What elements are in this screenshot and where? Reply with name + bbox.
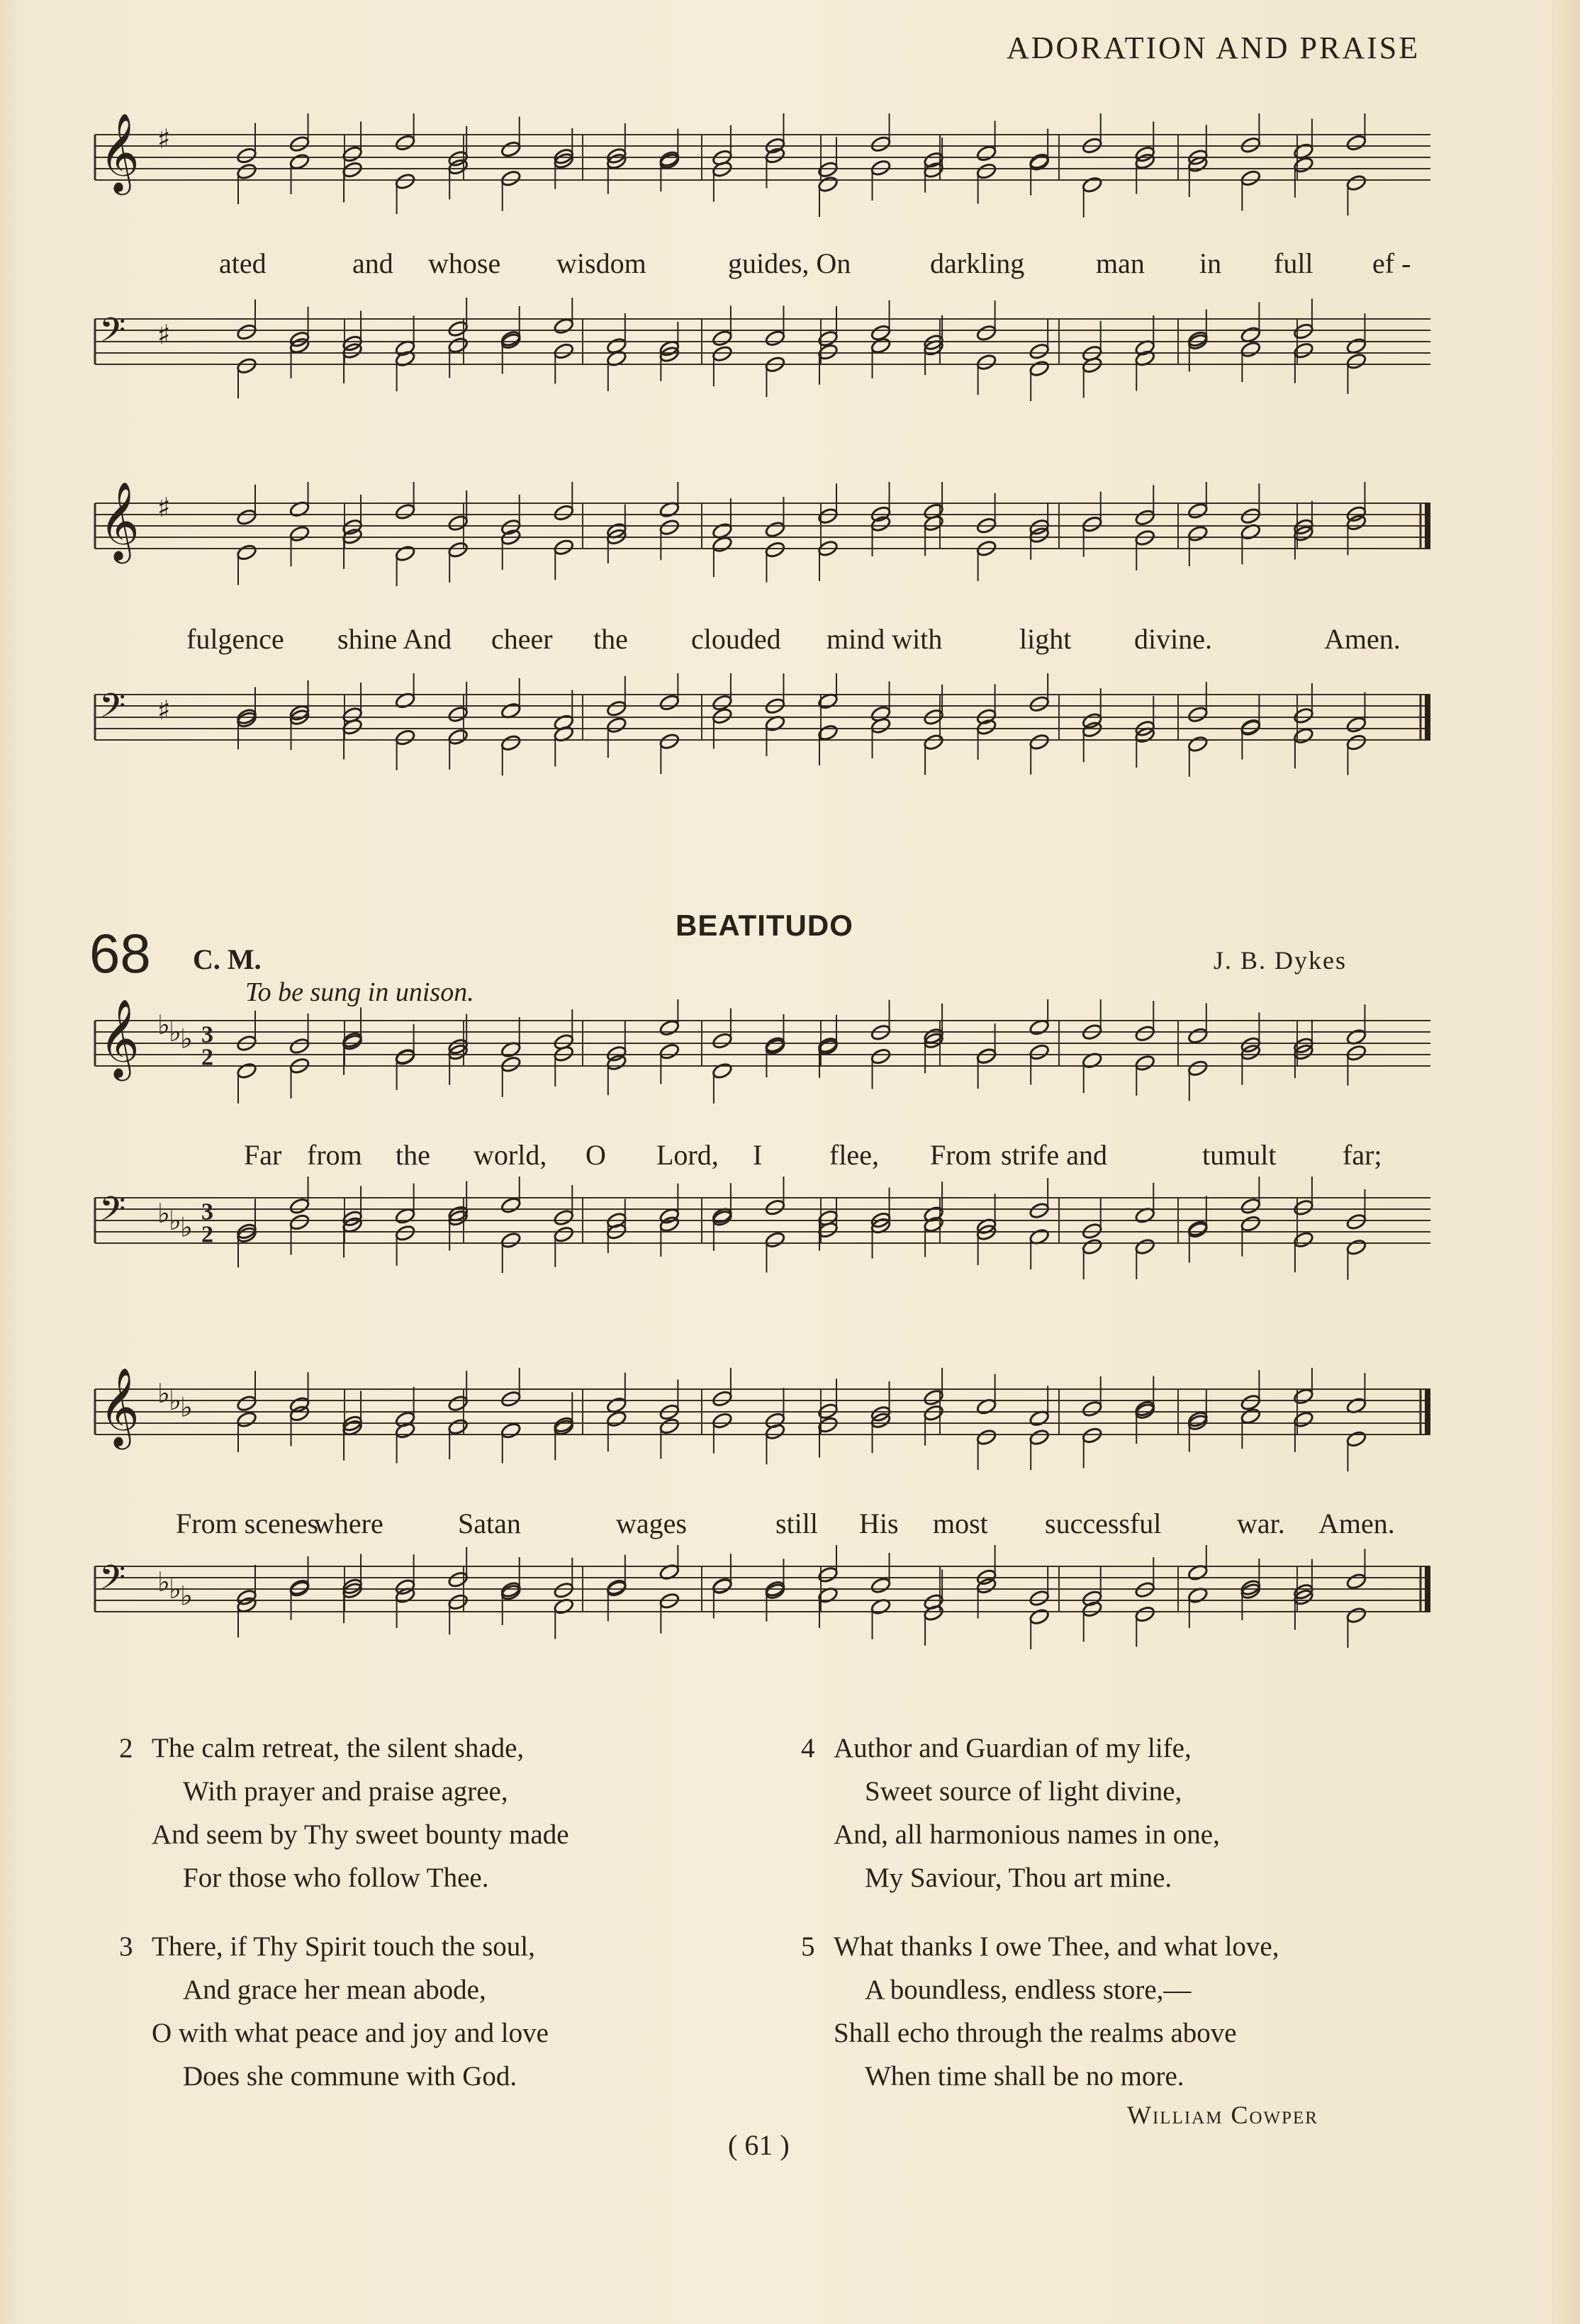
lyric: His: [859, 1508, 899, 1539]
running-header: ADORATION AND PRAISE: [1007, 30, 1421, 65]
lyric: wages: [616, 1508, 687, 1539]
note-head: [1293, 1387, 1314, 1405]
verse-line: With prayer and praise agree,: [183, 1776, 508, 1807]
verse-line: The calm retreat, the silent shade,: [152, 1733, 525, 1763]
note-head: [500, 734, 522, 752]
note-head: [923, 1404, 944, 1422]
lyric: darkling: [930, 247, 1025, 279]
note-head: [236, 323, 257, 341]
note-head: [236, 1394, 257, 1412]
hymn-number: 68: [89, 922, 151, 984]
note-head: [288, 135, 310, 152]
note-head: [975, 1428, 997, 1446]
flat-icon: ♭: [180, 1211, 193, 1243]
note-head: [500, 140, 522, 158]
sharp-icon: ♯: [157, 319, 171, 351]
note-head: [394, 503, 415, 520]
lyric: successful: [1045, 1508, 1162, 1539]
note-head: [1345, 716, 1367, 734]
note-head: [1082, 515, 1103, 533]
note-head: [1082, 1237, 1103, 1255]
sharp-icon: ♯: [157, 492, 171, 524]
lyric: From: [930, 1139, 992, 1171]
note-head: [1134, 1024, 1155, 1042]
note-head: [394, 134, 415, 152]
note-head: [1240, 1197, 1261, 1215]
verse-line: Does she commune with God.: [183, 2061, 517, 2092]
lyric: far;: [1343, 1139, 1382, 1171]
note-head: [659, 1019, 680, 1037]
note-head: [712, 707, 733, 725]
treble-staff-system-1: [91, 113, 1438, 227]
flat-icon: ♭: [157, 1378, 170, 1410]
flat-icon: ♭: [169, 1573, 181, 1605]
treble-staff-system-3: [91, 999, 1438, 1120]
bass-clef-icon: 𝄢: [99, 1557, 126, 1606]
bass-clef-icon: 𝄢: [99, 310, 126, 359]
note-head: [659, 694, 680, 712]
note-head: [1029, 733, 1050, 751]
note-head: [236, 162, 257, 180]
note-head: [1029, 1201, 1050, 1219]
flat-icon: ♭: [180, 1580, 193, 1612]
note-head: [923, 733, 944, 751]
page-number: ( 61 ): [728, 2129, 790, 2161]
note-head: [236, 1226, 257, 1244]
lyric: flee,: [829, 1139, 879, 1171]
time-signature-top: 3: [201, 1199, 213, 1225]
lyric: cheer: [491, 623, 553, 655]
note-head: [236, 357, 257, 375]
note-head: [447, 514, 469, 532]
lyric: divine.: [1134, 623, 1212, 655]
verse-3: [119, 1925, 549, 2098]
note-head: [447, 728, 469, 746]
lyric: the: [396, 1139, 430, 1171]
note-head: [394, 544, 415, 562]
flat-icon: ♭: [180, 1391, 193, 1423]
lyric: still: [775, 1508, 819, 1539]
note-head: [553, 1208, 574, 1226]
note-head: [975, 324, 997, 342]
verse-line: Sweet source of light divine,: [865, 1776, 1182, 1807]
note-head: [288, 524, 310, 542]
note-head: [394, 1224, 415, 1242]
verse-line: My Saviour, Thou art mine.: [865, 1863, 1172, 1893]
note-head: [288, 1037, 310, 1055]
lyric: guides, On: [728, 247, 851, 279]
lyric: where: [314, 1508, 383, 1539]
note-head: [236, 147, 257, 164]
note-head: [394, 729, 415, 746]
lyric: in: [1199, 247, 1222, 279]
note-head: [975, 1047, 997, 1065]
note-head: [1345, 514, 1367, 532]
note-head: [1082, 721, 1103, 739]
verse-line: And grace her mean abode,: [183, 1975, 486, 2005]
note-head: [606, 1053, 627, 1071]
flat-icon: ♭: [169, 1384, 181, 1416]
note-head: [553, 1581, 574, 1599]
treble-clef-icon: 𝄞: [99, 1368, 140, 1447]
lyric: world,: [474, 1139, 547, 1171]
note-head: [764, 520, 785, 538]
verse-line: Shall echo through the realms above: [834, 2018, 1237, 2048]
note-head: [659, 732, 680, 750]
note-head: [1345, 1213, 1367, 1230]
verse-line: O with what peace and joy and love: [152, 2018, 549, 2048]
note-head: [1029, 359, 1050, 377]
note-head: [712, 1209, 733, 1227]
treble-clef-icon: 𝄞: [99, 113, 140, 192]
note-head: [500, 1231, 522, 1249]
note-head: [1293, 707, 1314, 724]
lyric: Far: [244, 1139, 282, 1171]
lyric: war.: [1237, 1508, 1285, 1539]
lyric: tumult: [1202, 1139, 1277, 1171]
note-head: [394, 172, 415, 190]
treble-clef-icon: 𝄞: [99, 999, 140, 1078]
composer: J. B. Dykes: [1214, 946, 1348, 975]
note-head: [1134, 1581, 1155, 1598]
note-head: [712, 330, 733, 347]
time-signature-bottom: 2: [201, 1044, 213, 1071]
note-head: [1187, 705, 1209, 723]
note-head: [1293, 1230, 1314, 1248]
note-head: [923, 1388, 944, 1406]
note-head: [447, 1593, 469, 1611]
lyric: full: [1274, 247, 1313, 279]
note-head: [764, 330, 785, 347]
sharp-icon: ♯: [157, 695, 171, 726]
note-head: [975, 353, 997, 371]
note-head: [500, 1583, 522, 1601]
note-head: [1293, 342, 1314, 359]
verse-line: There, if Thy Spirit touch the soul,: [152, 1931, 535, 1962]
note-head: [394, 1048, 415, 1066]
note-head: [553, 1225, 574, 1243]
treble-staff-system-4: [91, 1368, 1438, 1488]
lyric: Lord,: [656, 1139, 719, 1171]
verse-line: For those who follow Thee.: [183, 1863, 489, 1893]
flat-icon: ♭: [169, 1016, 181, 1048]
note-head: [712, 344, 733, 362]
note-head: [1345, 734, 1367, 751]
lyric: Amen.: [1318, 1508, 1395, 1539]
lyric: the: [593, 623, 628, 655]
note-head: [553, 342, 574, 360]
lyric: wisdom: [556, 247, 646, 279]
lyric: clouded: [691, 623, 781, 655]
verse-line: And seem by Thy sweet bounty made: [152, 1819, 569, 1850]
note-head: [1240, 340, 1261, 358]
flat-icon: ♭: [180, 1023, 193, 1055]
verse-number: 4: [801, 1733, 815, 1763]
note-head: [1134, 509, 1155, 527]
note-head: [1293, 1199, 1314, 1216]
note-head: [447, 1394, 469, 1412]
lyric: Amen.: [1324, 623, 1401, 655]
note-head: [1240, 136, 1261, 154]
note-head: [606, 716, 627, 734]
note-head: [712, 1390, 733, 1408]
note-head: [553, 539, 574, 556]
note-head: [1345, 1606, 1367, 1624]
verse-2: [119, 1727, 569, 1899]
note-head: [764, 1231, 785, 1249]
note-head: [1029, 695, 1050, 713]
tune-name: BEATITUDO: [676, 909, 853, 942]
verse-5: [801, 1925, 1279, 2098]
flat-icon: ♭: [169, 1204, 181, 1236]
verse-line: A boundless, endless store,—: [865, 1975, 1192, 2005]
note-head: [1029, 518, 1050, 536]
note-head: [1187, 1060, 1209, 1077]
bass-clef-icon: 𝄢: [99, 685, 126, 734]
flat-icon: ♭: [157, 1198, 170, 1230]
note-head: [236, 1062, 257, 1079]
note-head: [1345, 1044, 1367, 1062]
note-head: [659, 150, 680, 168]
note-head: [288, 1197, 310, 1215]
bass-staff-system-2: [91, 673, 1438, 794]
note-head: [1029, 1428, 1050, 1446]
note-head: [288, 1405, 310, 1422]
lyric: light: [1019, 623, 1072, 655]
note-head: [975, 145, 997, 162]
note-head: [1345, 352, 1367, 370]
lyric: ef -: [1372, 247, 1411, 279]
note-head: [606, 700, 627, 717]
note-head: [712, 535, 733, 553]
lyric: most: [933, 1508, 988, 1539]
note-head: [500, 1390, 522, 1408]
note-head: [659, 1418, 680, 1435]
lyric: shine And: [337, 623, 452, 655]
note-head: [1293, 727, 1314, 745]
note-head: [1345, 1572, 1367, 1590]
note-head: [1240, 1393, 1261, 1411]
bass-staff-system-3: [91, 1177, 1438, 1297]
note-head: [288, 1578, 310, 1596]
verse-line: And, all harmonious names in one,: [834, 1819, 1220, 1850]
note-head: [712, 1577, 733, 1595]
lyric: from: [307, 1139, 362, 1171]
verse-4: [801, 1727, 1220, 1899]
note-head: [1029, 1589, 1050, 1607]
note-head: [553, 504, 574, 522]
note-head: [500, 1196, 522, 1214]
note-head: [712, 1032, 733, 1050]
note-head: [236, 1410, 257, 1428]
note-head: [1029, 342, 1050, 360]
note-head: [764, 1199, 785, 1216]
note-head: [500, 1422, 522, 1439]
flat-icon: ♭: [157, 1566, 170, 1598]
note-head: [1240, 1215, 1261, 1233]
lyric: and: [352, 247, 393, 279]
treble-staff-system-2: [91, 482, 1438, 595]
note-head: [1240, 169, 1261, 187]
lyric: whose: [428, 247, 501, 279]
bass-clef-icon: 𝄢: [99, 1189, 126, 1237]
note-head: [870, 1048, 891, 1065]
note-head: [870, 337, 891, 354]
performance-direction: To be sung in unison.: [245, 977, 474, 1007]
note-head: [764, 541, 785, 558]
note-head: [1187, 1027, 1209, 1045]
note-head: [659, 1215, 680, 1233]
note-head: [447, 336, 469, 354]
lyric: O: [586, 1139, 606, 1171]
note-head: [236, 544, 257, 561]
note-head: [659, 1043, 680, 1060]
note-head: [1240, 1578, 1261, 1596]
note-head: [447, 1418, 469, 1435]
bass-staff-system-1: [91, 298, 1438, 418]
lyric: I: [753, 1139, 763, 1171]
note-head: [975, 1577, 997, 1595]
note-head: [1187, 502, 1209, 520]
note-head: [553, 317, 574, 335]
note-head: [1345, 1430, 1367, 1448]
verse-number: 2: [119, 1733, 133, 1763]
note-head: [1293, 156, 1314, 174]
note-head: [1240, 718, 1261, 736]
note-head: [870, 135, 891, 153]
note-head: [606, 1410, 627, 1427]
note-head: [659, 518, 680, 536]
note-head: [1345, 134, 1367, 152]
lyric: mind with: [827, 623, 943, 655]
note-head: [1082, 176, 1103, 193]
note-head: [500, 169, 522, 187]
time-signature-bottom: 2: [201, 1221, 213, 1248]
note-head: [447, 320, 469, 337]
note-head: [975, 162, 997, 180]
note-head: [1082, 1400, 1103, 1418]
lyric: ated: [219, 247, 267, 279]
sharp-icon: ♯: [157, 123, 171, 155]
note-head: [1187, 330, 1209, 348]
hymn-meter: C. M.: [193, 943, 262, 975]
lyric: fulgence: [186, 623, 284, 655]
note-head: [1029, 1043, 1050, 1061]
note-head: [1134, 1054, 1155, 1072]
lyric: From scenes: [176, 1508, 319, 1539]
note-head: [236, 508, 257, 526]
lyric: strife and: [1001, 1139, 1107, 1171]
verse-line: What thanks I owe Thee, and what love,: [834, 1931, 1279, 1962]
note-head: [1240, 507, 1261, 524]
note-head: [288, 1213, 310, 1231]
bass-staff-system-4: [91, 1545, 1438, 1666]
flat-icon: ♭: [157, 1009, 170, 1041]
note-head: [1134, 1605, 1155, 1623]
note-head: [1293, 322, 1314, 340]
lyric: man: [1096, 247, 1145, 279]
note-head: [1345, 174, 1367, 191]
hymn-author: William Cowper: [1127, 2101, 1318, 2129]
lyric: Satan: [458, 1508, 521, 1539]
note-head: [1187, 1410, 1209, 1428]
note-head: [1134, 1237, 1155, 1255]
note-head: [764, 1035, 785, 1053]
treble-clef-icon: 𝄞: [99, 482, 140, 561]
note-head: [447, 1571, 469, 1588]
verse-line: When time shall be no more.: [865, 2061, 1184, 2092]
note-head: [447, 158, 469, 176]
note-head: [1082, 1427, 1103, 1444]
note-head: [712, 1412, 733, 1430]
note-head: [870, 1576, 891, 1594]
note-head: [1293, 1410, 1314, 1428]
verse-number: 3: [119, 1931, 133, 1962]
note-head: [870, 159, 891, 176]
note-head: [1029, 1607, 1050, 1625]
note-head: [447, 705, 469, 723]
note-head: [447, 541, 469, 558]
verse-number: 5: [801, 1931, 815, 1962]
note-head: [1187, 1221, 1209, 1239]
note-head: [1187, 735, 1209, 753]
verse-line: Author and Guardian of my life,: [834, 1733, 1192, 1763]
note-head: [500, 1055, 522, 1073]
note-head: [1345, 1238, 1367, 1256]
note-head: [1187, 524, 1209, 542]
note-head: [712, 1062, 733, 1079]
time-signature-top: 3: [201, 1021, 213, 1048]
